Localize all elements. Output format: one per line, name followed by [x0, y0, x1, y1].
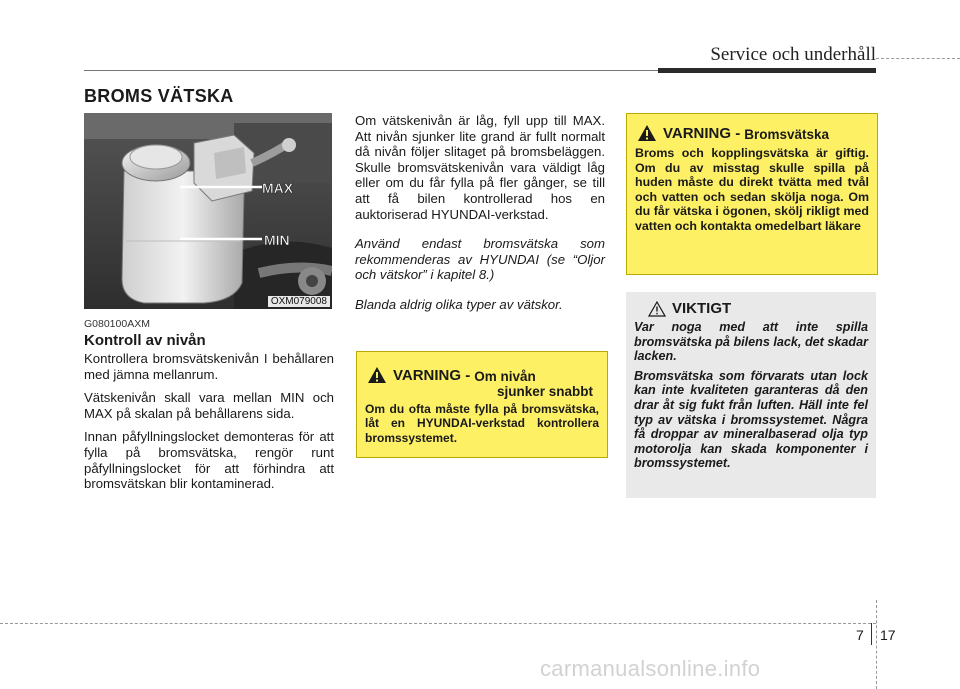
paragraph: Var noga med att inte spilla bromsvätska på bilens lack, det skadar lacken. [634, 320, 868, 364]
page-number-separator [871, 623, 872, 645]
chapter-number: 7 [856, 627, 864, 643]
warning-title-line1: Om nivån [474, 369, 536, 384]
paragraph: Bromsvätska som förvarats utan lock kan inte kvaliteten garanteras då den drar åt sig fukt från luften. Häll inte fel typ av vätska i bromssystemet. Några få droppar av mineralbaserad olja typ motorolja kan skada komponenter i bromssystemet. [634, 368, 868, 471]
caution-triangle-icon [648, 301, 666, 317]
section-code: G080100AXM [84, 318, 150, 330]
warning-body: Broms och kopplingsvätska är giftig. Om du av misstag skulle spilla på huden måste du direkt tvätta med tvål och vatten och sedan skölja noga. Om du får vätska i ögonen, skölj rikligt med vatten och kontakta omedelbart läkare [635, 146, 869, 233]
body-column-1 [84, 351, 334, 500]
notice-title: VIKTIGT [672, 300, 732, 317]
notice-box [626, 292, 876, 498]
section-title: BROMS VÄTSKA [84, 86, 234, 106]
header-rule [84, 70, 658, 71]
paragraph: Blanda aldrig olika typer av vätskor. [355, 296, 563, 312]
warning-box-level [356, 351, 608, 458]
notice-heading [626, 292, 876, 317]
header-rule-accent [658, 68, 876, 73]
paragraph: Använd endast bromsvätska som rekommenderas av HYUNDAI (se “Oljor och vätskor” i kapitel 8.) [355, 236, 605, 283]
warning-title-line2: sjunker snabbt [497, 384, 594, 399]
page-number: 17 [880, 627, 896, 643]
paragraph: Vätskenivån skall vara mellan MIN och MAX på skalan på behållarens sida. [84, 390, 334, 421]
paragraph: Innan påfyllningslocket demonteras för att fylla på bromsvätska, rengör runt påfyllningslocket för att förhindra att bromsvätskan blir kontaminerad. [84, 429, 334, 492]
running-header: Service och underhåll [710, 44, 876, 65]
warning-label: VARNING - [393, 367, 471, 384]
warning-triangle-icon [637, 124, 657, 142]
footer-margin-rule [876, 600, 877, 689]
paragraph: Kontrollera bromsvätskenivån I behållaren med jämna mellanrum. [84, 351, 334, 382]
max-marker-label: MAX [262, 180, 294, 196]
warning-heading [627, 114, 877, 142]
warning-triangle-icon [367, 366, 387, 384]
figure-caption: OXM079008 [268, 296, 330, 307]
footer-rule [0, 623, 876, 624]
header-margin-tab [876, 58, 960, 79]
watermark: carmanualsonline.info [540, 656, 761, 681]
min-marker-label: MIN [264, 232, 290, 248]
warning-body: Om du ofta måste fylla på bromsvätska, låt en HYUNDAI-verkstad kontrollera bromssystemet. [365, 402, 599, 445]
body-column-2 [355, 113, 605, 321]
paragraph: Om vätskenivån är låg, fyll upp till MAX. Att nivån sjunker lite grand är fullt normalt då nivån följer slitaget på bromsbeläggen. Skulle bromsvätskenivån vara väldigt låg eller om du får fylla på fler gånger, se till att få bilen kontrollerad hos en auktoriserad HYUNDAI-verkstad. [355, 113, 605, 222]
warning-box-brake-fluid [626, 113, 878, 275]
reservoir-illustration [84, 113, 332, 309]
warning-title: Bromsvätska [744, 127, 830, 142]
subheading: Kontroll av nivån [84, 332, 206, 349]
notice-body [626, 317, 876, 471]
brake-fluid-reservoir-photo [84, 113, 332, 309]
warning-label: VARNING - [663, 125, 741, 142]
warning-heading [357, 352, 607, 384]
